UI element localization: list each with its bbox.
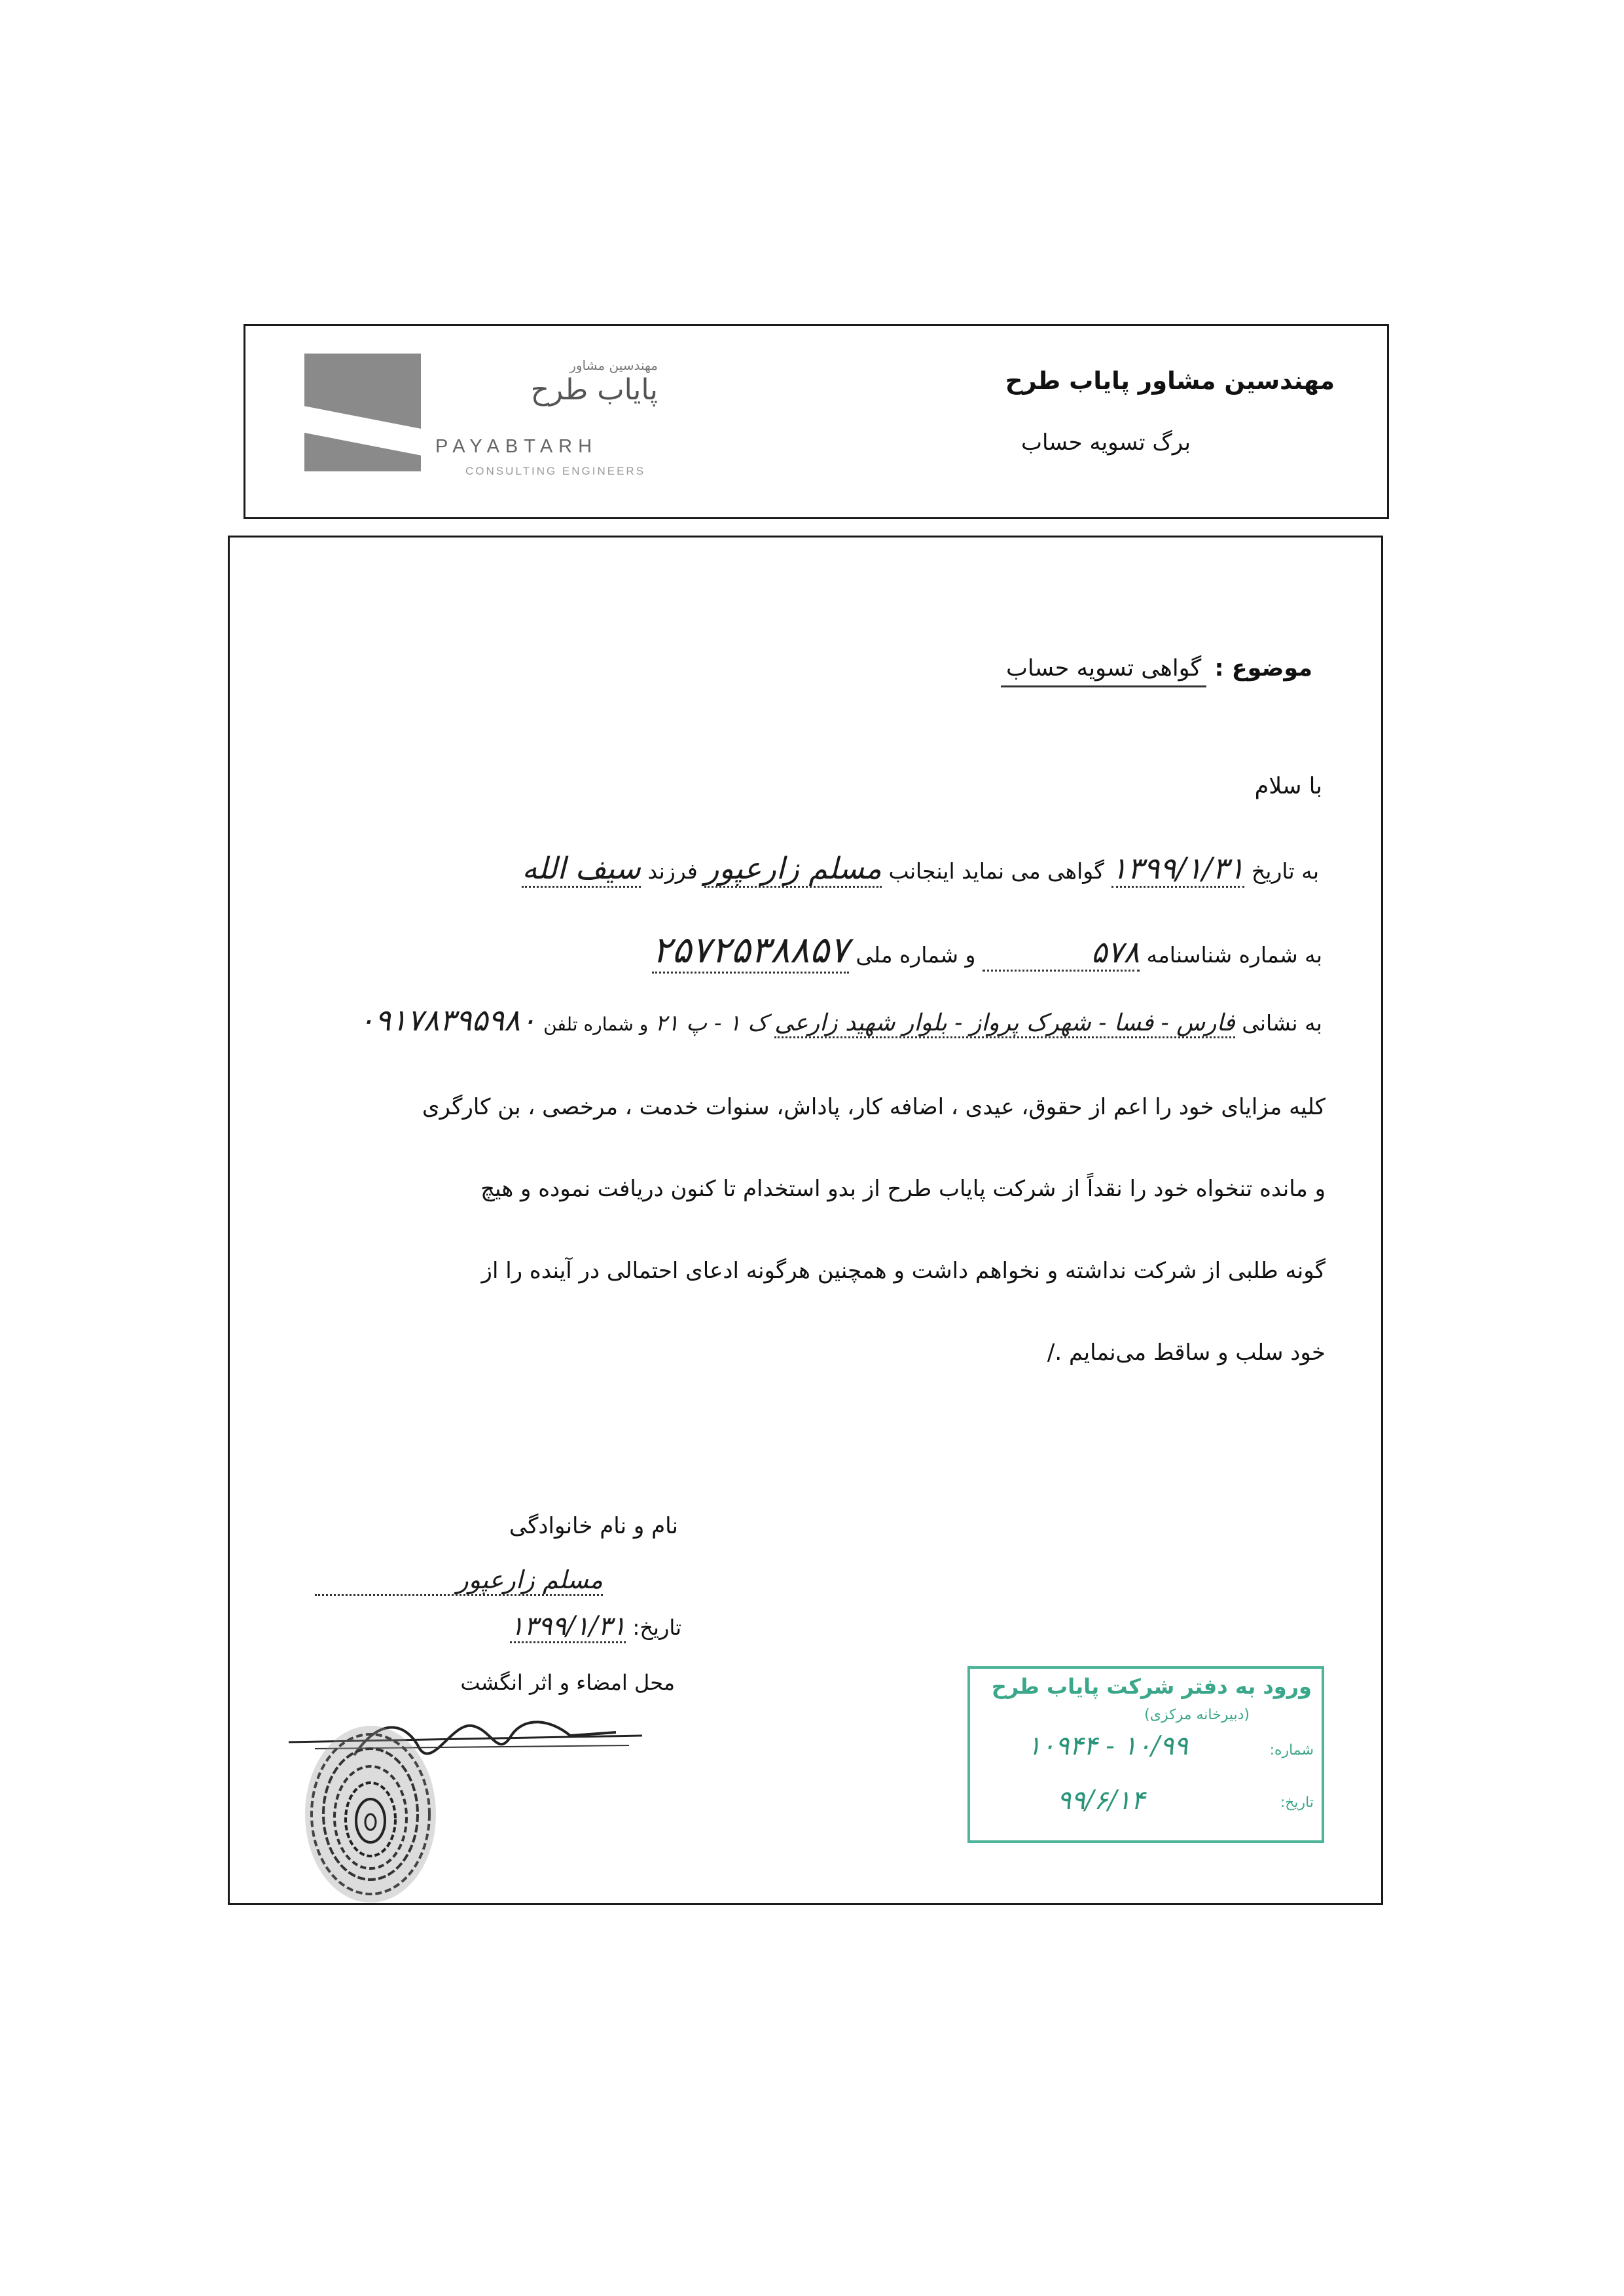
fingerprint-icon xyxy=(295,1716,446,1912)
id-number-fill: ۵۷۸ xyxy=(983,934,1140,972)
subject-value: گواهی تسویه حساب xyxy=(1001,655,1206,687)
logo-english-subtitle: CONSULTING ENGINEERS xyxy=(465,465,646,477)
statement-line-2: و مانده تنخواه خود را نقداً از شرکت پایاب طرح از بدو استخدام تا کنون دریافت نموده و هیچ xyxy=(480,1176,1326,1202)
address-label: به نشانی xyxy=(1242,1010,1322,1036)
stamp-date-value: ۹۹/۶/۱۴ xyxy=(1056,1785,1146,1815)
stamp-subtitle: (دبیرخانه مرکزی) xyxy=(1144,1707,1250,1723)
signature-date-fill: ۱۳۹۹/۱/۳۱ xyxy=(510,1611,626,1643)
signature-date-line xyxy=(302,1611,681,1643)
father-name-fill: سیف الله xyxy=(522,850,640,888)
stamp-title: ورود به دفتر شرکت پایاب طرح xyxy=(991,1674,1312,1699)
signature-date-label: تاریخ: xyxy=(632,1615,681,1640)
logo-farsi-name: پایاب طرح xyxy=(530,373,658,407)
stamp-number-label: شماره: xyxy=(1269,1742,1314,1758)
row1-prefix: به تاریخ xyxy=(1251,858,1319,884)
greeting: با سلام xyxy=(1254,773,1322,799)
office-receipt-stamp xyxy=(967,1666,1324,1843)
national-id-label: و شماره ملی xyxy=(856,942,976,968)
letterhead-box xyxy=(244,324,1389,519)
stamp-date-label: تاریخ: xyxy=(1280,1795,1314,1811)
form-title: برگ تسویه حساب xyxy=(1020,429,1191,456)
subject-label: موضوع : xyxy=(1214,655,1312,682)
id-label: به شماره شناسنامه xyxy=(1146,942,1322,968)
logo-small-text: مهندسین مشاور xyxy=(569,357,658,373)
address-note: ک ۱ - پ ۲۱ xyxy=(655,1010,768,1036)
employee-name-fill: مسلم زارعپور xyxy=(704,850,882,888)
date-name-row xyxy=(272,850,1319,888)
row1-mid: گواهی می نماید اینجانب xyxy=(888,858,1105,884)
fullname-fill: مسلم زارعپور xyxy=(315,1565,603,1596)
stamp-number-value: ۱۰/۹۹ - ۱۰۹۴۴ xyxy=(1027,1731,1188,1761)
fullname-label: نام و نام خانوادگی xyxy=(509,1513,678,1539)
certificate-date-fill: ۱۳۹۹/۱/۳۱ xyxy=(1111,850,1245,888)
phone-fill: ۰۹۱۷۸۳۹۵۹۸۰ xyxy=(358,1002,537,1038)
subject-line xyxy=(723,655,1312,682)
logo-english-name: PAYABTARH xyxy=(435,436,598,457)
national-id-fill: ۲۵۷۲۵۳۸۸۵۷ xyxy=(652,929,849,974)
row1-child-of: فرزند xyxy=(647,858,698,884)
id-numbers-row xyxy=(275,929,1322,974)
signature-label: محل امضاء و اثر انگشت xyxy=(460,1670,675,1695)
company-logo-icon xyxy=(304,354,421,471)
address-phone-row xyxy=(196,1002,1322,1038)
statement-line-3: گونه طلبی از شرکت نداشته و نخواهم داشت و همچنین هرگونه ادعای احتمالی در آینده را از xyxy=(481,1258,1326,1284)
company-name: مهندسین مشاور پایاب طرح xyxy=(1005,367,1335,395)
statement-line-1: کلیه مزایای خود را اعم از حقوق، عیدی ، اضافه کار، پاداش، سنوات خدمت ، مرخصی ، بن کارگری xyxy=(422,1094,1326,1120)
statement-line-4: خود سلب و ساقط می‌نمایم ./ xyxy=(1047,1339,1326,1366)
address-fill: فارس - فسا - شهرک پرواز - بلوار شهید زارعی xyxy=(774,1010,1235,1038)
phone-label: و شماره تلفن xyxy=(543,1013,649,1035)
